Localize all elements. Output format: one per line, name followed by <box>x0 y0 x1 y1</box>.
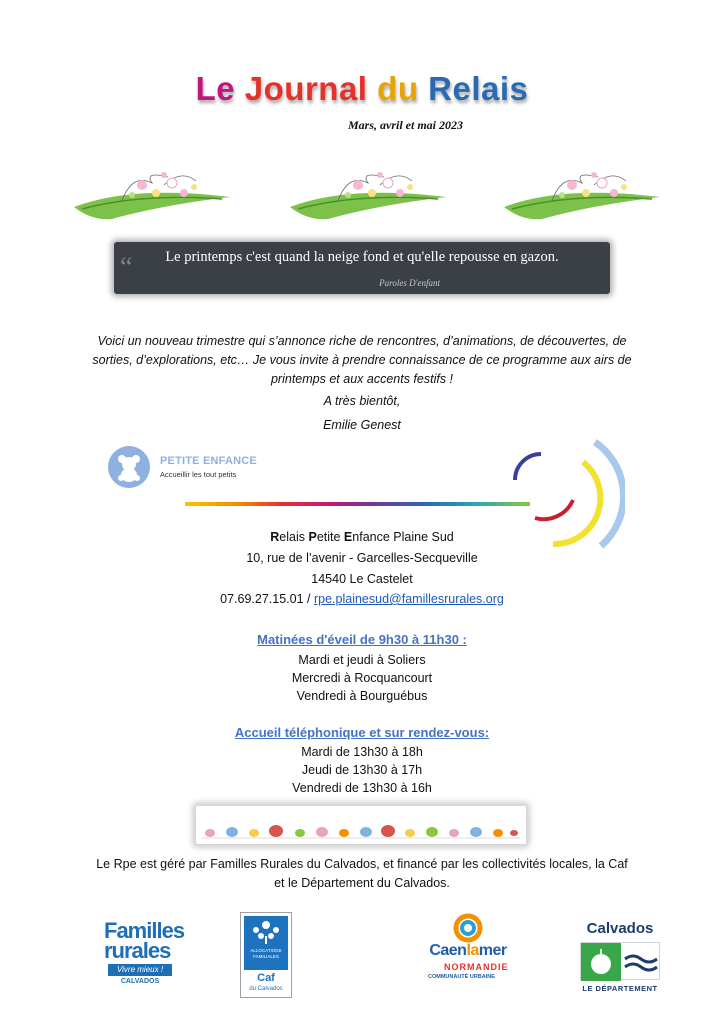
caen-sub: COMMUNAUTÉ URBAINE <box>428 974 495 980</box>
accueil-line: Mardi de 13h30 à 18h <box>301 745 423 759</box>
familles-rurales-word-b: les <box>156 918 185 943</box>
mer-word: mer <box>478 942 507 959</box>
la-word: la <box>466 942 479 959</box>
family-tree-icon <box>244 916 288 946</box>
accueil-heading: Accueil téléphonique et sur rendez-vous: <box>234 725 490 740</box>
quote-box <box>114 242 610 294</box>
familles-rurales-logo <box>100 918 186 990</box>
rpe-city: 14540 Le Castelet <box>311 572 413 586</box>
rpe-name-part: P <box>308 530 317 544</box>
title-word <box>418 70 428 107</box>
caf-region: du Calvados <box>249 986 283 992</box>
familles-rurales-word-c: rurales <box>104 938 171 963</box>
petite-enfance-subtitle: Accueillir les tout petits <box>160 470 237 479</box>
caf-top-text: ALLOCATIONS FAMILIALES <box>250 948 282 959</box>
rpe-name-part: etite <box>316 530 344 544</box>
caf-logo <box>240 912 292 998</box>
rpe-name <box>0 530 724 544</box>
quote-author: Paroles D'enfant <box>379 278 440 288</box>
flower-decoration-center <box>288 163 448 223</box>
title-word: Le <box>195 70 236 107</box>
title-word: Journal <box>244 70 368 107</box>
caen-region: NORMANDIE <box>444 962 509 972</box>
rpe-name-part: nfance Plaine Sud <box>352 530 454 544</box>
caen-word: Caen <box>429 942 467 959</box>
rpe-contact-line <box>0 592 724 606</box>
rpe-name-part: E <box>343 530 353 544</box>
calvados-name: Calvados <box>586 920 654 937</box>
matinees-line: Vendredi à Bourguébus <box>296 689 428 703</box>
calvados-logo <box>574 920 666 1000</box>
journal-title <box>0 70 724 108</box>
chicks-illustration-icon <box>202 824 520 840</box>
accueil-line: Jeudi de 13h30 à 17h <box>301 763 423 777</box>
title-word <box>367 70 377 107</box>
familles-rurales-region: CALVADOS <box>120 978 160 985</box>
caen-la-mer-logo <box>414 912 522 984</box>
caen-la-mer-swirl-icon <box>452 912 484 944</box>
rpe-street: 10, rue de l’avenir - Garcelles-Secqueville <box>246 551 478 565</box>
chicks-banner <box>196 806 526 844</box>
signature: Emilie Genest <box>323 418 401 432</box>
quote-mark: “ <box>120 252 133 283</box>
matinees-line: Mardi et jeudi à Soliers <box>298 653 426 667</box>
matinees-heading: Matinées d'éveil de 9h30 à 11h30 : <box>257 632 467 647</box>
flower-decoration-right <box>502 163 662 223</box>
title-word: du <box>377 70 419 107</box>
matinees-line: Mercredi à Rocquancourt <box>291 671 433 685</box>
calvados-apple-wave-icon <box>581 943 661 981</box>
petite-enfance-title: PETITE ENFANCE <box>160 455 257 467</box>
title-word: Relais <box>428 70 529 107</box>
teddy-bear-icon <box>108 446 150 488</box>
flower-decoration-left <box>72 163 232 223</box>
caf-name: Caf <box>257 972 275 984</box>
journal-subtitle: Mars, avril et mai 2023 <box>348 118 464 132</box>
title-word <box>235 70 245 107</box>
footer-text: Le Rpe est géré par Familles Rurales du Calvados, et financé par les collectivités locales, la Caf et le Département du Calvados. <box>96 857 628 890</box>
petite-enfance-logo <box>108 446 268 490</box>
familles-rurales-slogan: Vivre mieux ! <box>108 964 172 976</box>
rpe-name-part: R <box>270 530 280 544</box>
phone-number: 07.69.27.15.01 / <box>220 592 314 606</box>
greeting: A très bientôt, <box>323 394 401 408</box>
accueil-line: Vendredi de 13h30 à 16h <box>292 781 432 795</box>
rpe-name-part: elais <box>279 530 309 544</box>
calvados-sub: LE DÉPARTEMENT <box>582 984 658 993</box>
quote-text: Le printemps c'est quand la neige fond et qu'elle repousse en gazon. <box>165 249 559 265</box>
rainbow-divider <box>185 502 530 506</box>
familles-rurales-word-a: Famil <box>104 918 157 943</box>
email-link[interactable]: rpe.plainesud@famillesrurales.org <box>313 592 504 606</box>
intro-paragraph: Voici un nouveau trimestre qui s’annonce riche de rencontres, d’animations, de découvertes, de sorties, d’explorations, etc… Je vous invite à prendre connaissance de ce programme aux airs de printemps et aux accents festifs ! <box>92 334 632 386</box>
